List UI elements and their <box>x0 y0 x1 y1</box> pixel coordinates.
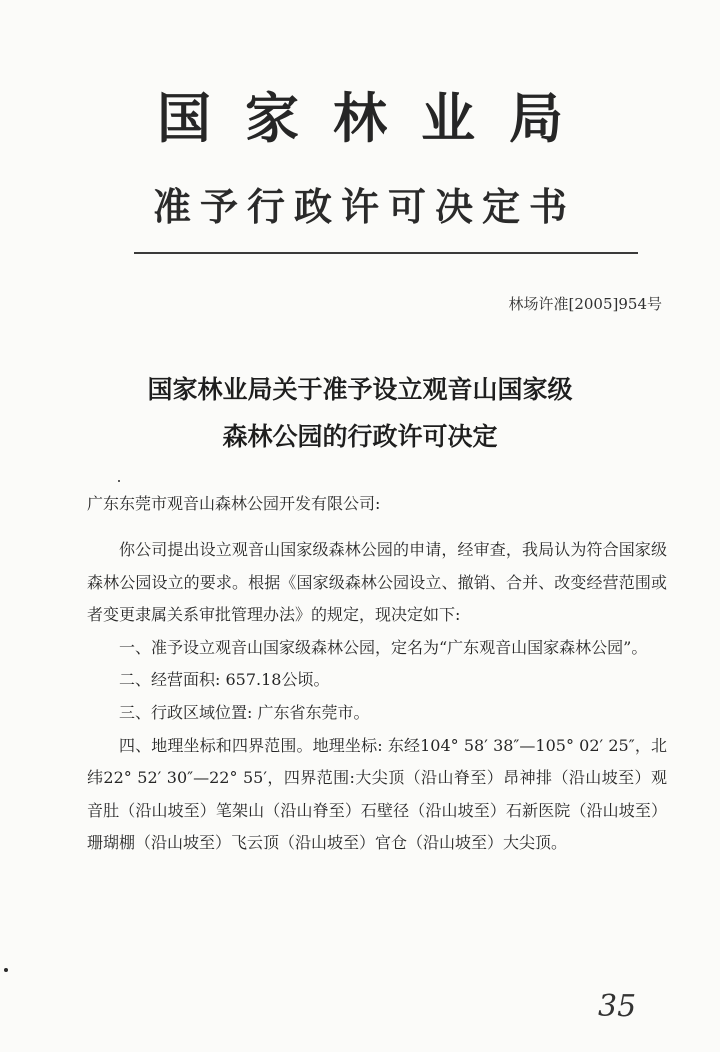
title-line-2: 森林公园的行政许可决定 <box>222 422 498 451</box>
reference-number: 林场许准[2005]954号 <box>508 295 662 313</box>
scan-speck <box>4 968 8 972</box>
scan-speck <box>118 480 120 482</box>
document-title <box>0 366 720 460</box>
paragraph-item-3: 三、行政区域位置: 广东省东莞市。 <box>119 702 370 722</box>
title-line-1: 国家林业局关于准予设立观音山国家级 <box>147 375 573 404</box>
paragraph-item-4: 四、地理坐标和四界范围。地理坐标: 东经104° 58′ 38″—105° 02′ 25″，北纬22° 52′ 30″—22° 55′，四界范围:大尖顶（沿山脊至）昂神排（沿山坡至）观音肚（沿山坡至）笔架山（沿山脊至）石壁径（沿山坡至）石新医院（沿山坡至）珊瑚棚（沿山坡至）飞云顶（沿山坡至）官仓（沿山坡至）大尖顶。 <box>87 735 667 853</box>
paragraph-item-2: 二、经营面积: 657.18公顷。 <box>119 670 330 690</box>
paragraph-item-1: 一、准予设立观音山国家级森林公园，定名为“广东观音山国家森林公园”。 <box>119 637 648 657</box>
addressee: 广东东莞市观音山森林公园开发有限公司: <box>87 494 381 513</box>
handwritten-page-number: 35 <box>598 989 637 1024</box>
document-body <box>87 534 667 860</box>
document-type: 准予行政许可决定书 <box>152 185 576 229</box>
issuing-authority: 国家林业局 <box>157 87 597 150</box>
paragraph-intro: 你公司提出设立观音山国家级森林公园的申请，经审查，我局认为符合国家级森林公园设立的要求。根据《国家级森林公园设立、撤销、合并、改变经营范围或者变更隶属关系审批管理办法》的规定，现决定如下: <box>87 540 667 625</box>
header-divider <box>134 252 638 254</box>
